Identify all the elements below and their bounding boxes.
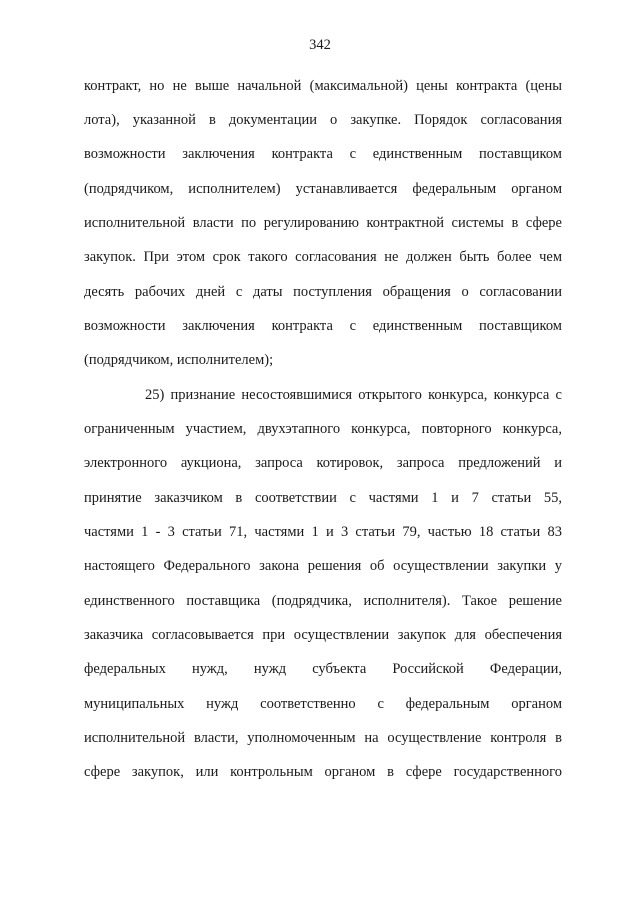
text-line: возможности заключения контракта с единственным поставщиком [84,146,562,162]
text-line: возможности заключения контракта с единственным поставщиком [84,318,562,334]
page-number: 342 [309,37,331,53]
text-line: десять рабочих дней с даты поступления обращения о согласовании [84,284,562,300]
text-line: муниципальных нужд соответственно с федеральным органом [84,696,562,712]
text-line: закупок. При этом срок такого согласования не должен быть более чем [84,249,562,265]
text-line: настоящего Федерального закона решения об осуществлении закупки у [84,558,562,574]
text-line: принятие заказчиком в соответствии с частями 1 и 7 статьи 55, [84,490,562,506]
text-line: 25) признание несостоявшимися открытого конкурса, конкурса с [145,387,562,403]
text-line: контракт, но не выше начальной (максимальной) цены контракта (цены [84,78,562,94]
text-line: федеральных нужд, нужд субъекта Российской Федерации, [84,661,562,677]
text-line: (подрядчиком, исполнителем); [84,352,274,368]
text-line: лота), указанной в документации о закупке. Порядок согласования [84,112,562,128]
text-line: ограниченным участием, двухэтапного конкурса, повторного конкурса, [84,421,562,437]
text-line: исполнительной власти по регулированию контрактной системы в сфере [84,215,562,231]
text-line: исполнительной власти, уполномоченным на осуществление контроля в [84,730,562,746]
text-line: частями 1 - 3 статьи 71, частями 1 и 3 статьи 79, частью 18 статьи 83 [84,524,562,540]
text-line: заказчика согласовывается при осуществлении закупок для обеспечения [84,627,562,643]
text-line: единственного поставщика (подрядчика, исполнителя). Такое решение [84,593,562,609]
text-line: электронного аукциона, запроса котировок, запроса предложений и [84,455,562,471]
text-line: (подрядчиком, исполнителем) устанавливается федеральным органом [84,181,562,197]
text-line: сфере закупок, или контрольным органом в сфере государственного [84,764,562,780]
